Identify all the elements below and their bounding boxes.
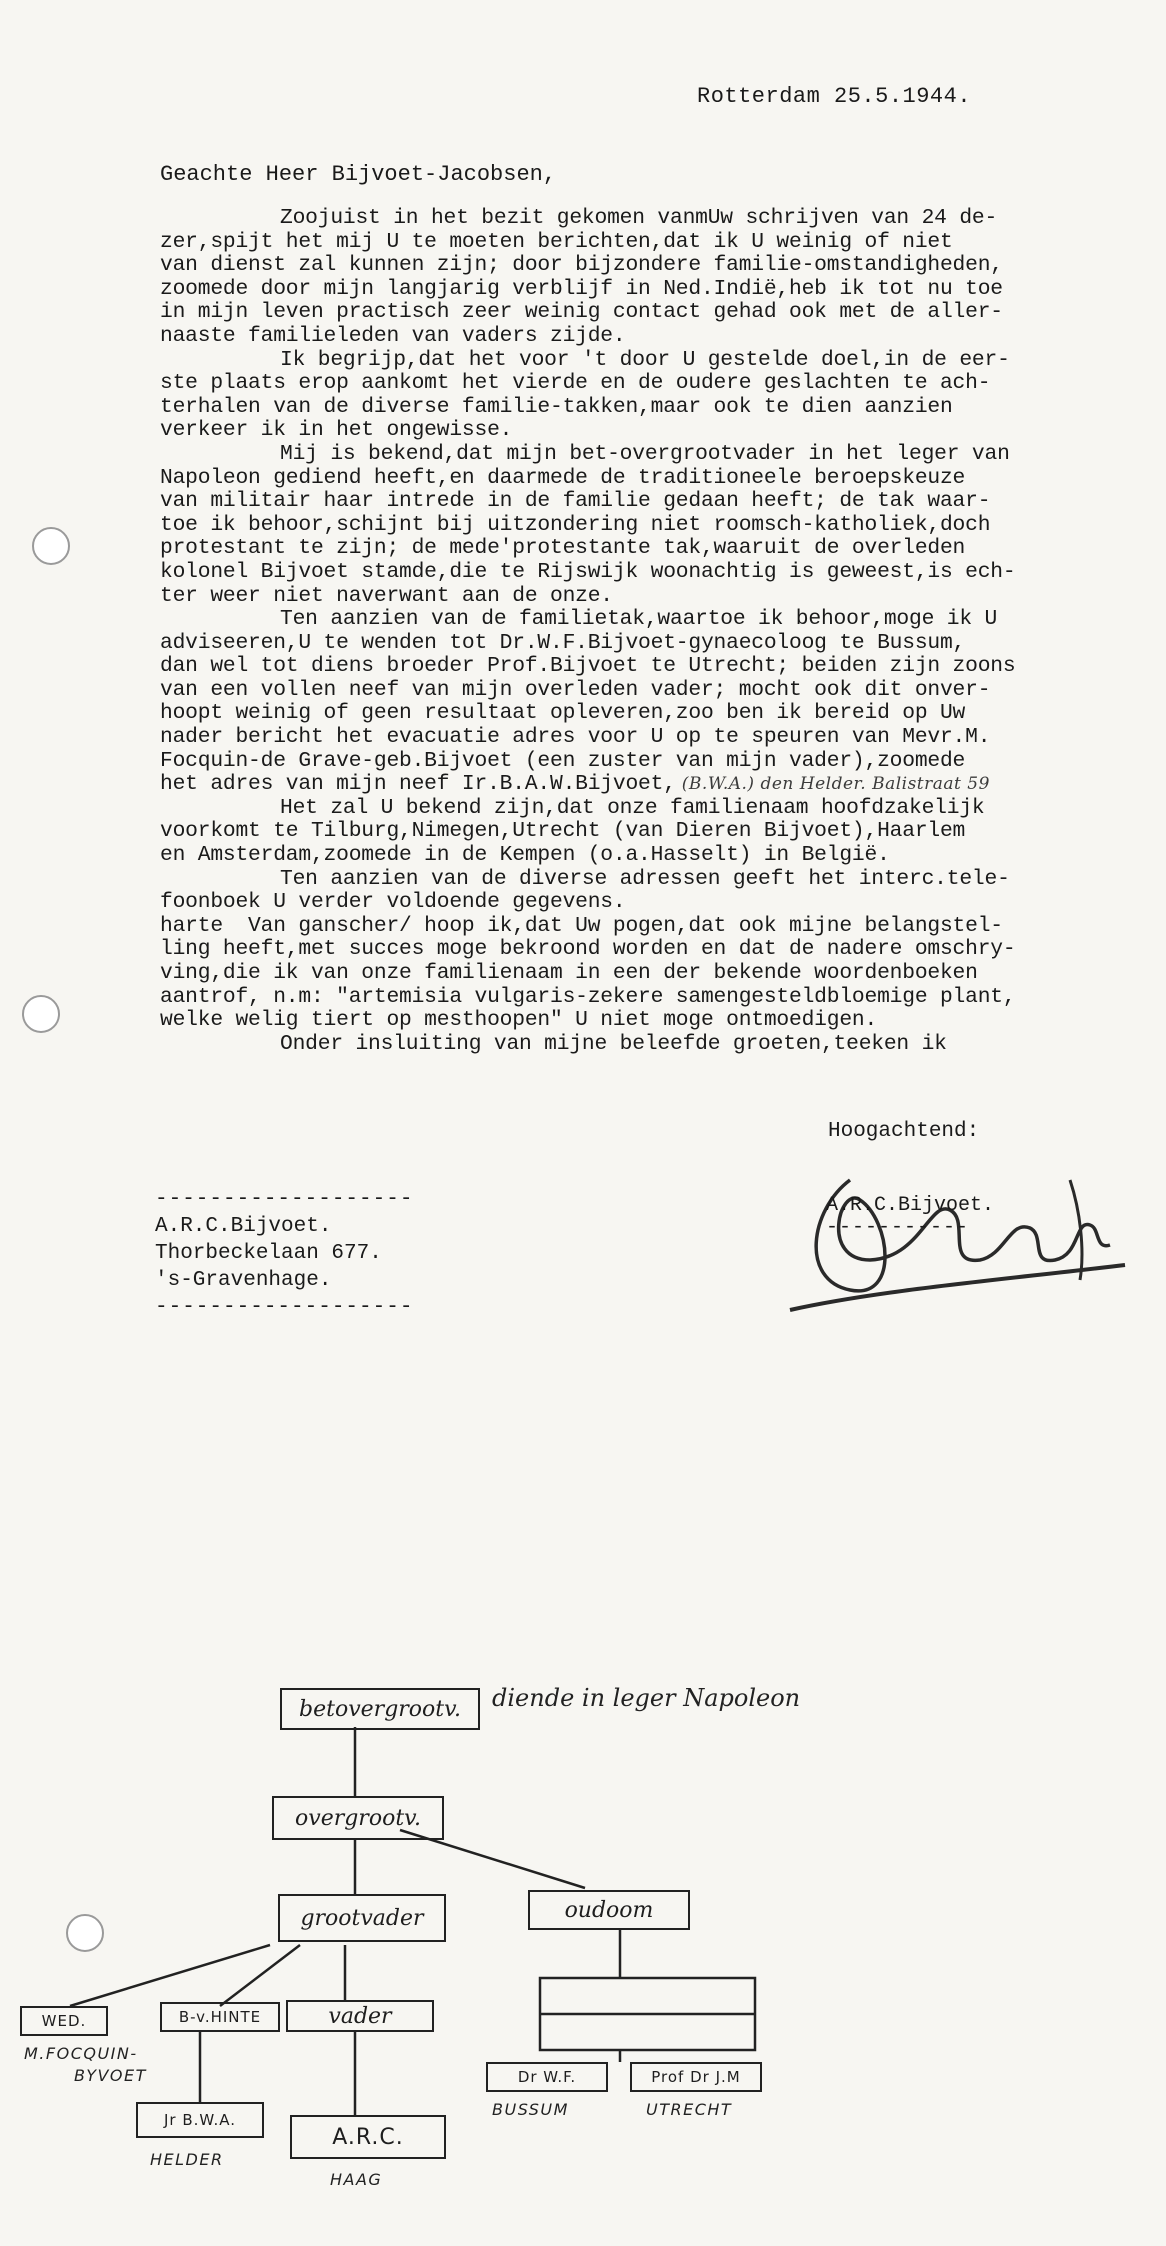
salutation: Geachte Heer Bijvoet-Jacobsen, [160, 162, 557, 187]
letter-body [160, 207, 1160, 1056]
node-dr-wf: Dr W.F. [486, 2062, 608, 2092]
letter-line: verkeer ik in het ongewisse. [160, 418, 513, 443]
letter-paragraph [160, 1033, 1160, 1057]
letter-line: en Amsterdam,zoomede in de Kempen (o.a.Hasselt) in België. [160, 843, 890, 868]
signature-rule: ----------- [826, 1216, 970, 1239]
letter-line: het adres van mijn neef Ir.B.A.W.Bijvoet, [160, 772, 676, 797]
letter-line: Ik begrijp,dat het voor 't door U gestelde doel,in de eer- [280, 347, 1010, 372]
letter-line: voorkomt te Tilburg,Nimegen,Utrecht (van Dieren Bijvoet),Haarlem [160, 819, 966, 844]
punch-hole-middle [22, 995, 60, 1033]
handwritten-insert: (B.W.A.) den Helder. Balistraat 59 [681, 774, 990, 795]
letter-line: hoopt weinig of geen resultaat opleveren,zoo ben ik bereid op Uw [160, 701, 966, 726]
letter-line: welke welig tiert op mesthoopen" U niet moge ontmoedigen. [160, 1008, 878, 1033]
letter-line: nader bericht het evacuatie adres voor U op te speuren van Mevr.M. [160, 725, 991, 750]
letter-line: van militair haar intrede in de familie gedaan heeft; de tak waar- [160, 489, 991, 514]
label-focquin: M.FOCQUIN- [24, 2044, 138, 2063]
letter-line: in mijn leven practisch zeer weinig contact gehad ook met de aller- [160, 300, 1003, 325]
sender-rule-top: ------------------- [155, 1188, 414, 1211]
letter-line: Focquin-de Grave-geb.Bijvoet (een zuster van mijn vader),zoomede [160, 748, 966, 773]
letter-line: terhalen van de diverse familie-takken,maar ook te dien aanzien [160, 394, 953, 419]
node-wed: WED. [20, 2006, 108, 2036]
label-utrecht: UTRECHT [646, 2100, 733, 2119]
letter-line-with-insert [160, 773, 1160, 797]
letter-line: zoomede door mijn langjarig verblijf in Ned.Indië,heb ik tot nu toe [160, 276, 1003, 301]
node-b-v-hinte: B-v.HINTE [160, 2002, 280, 2032]
letter-line: Ten aanzien van de familietak,waartoe ik behoor,moge ik U [280, 607, 998, 632]
letter-line: zer,spijt het mij U te moeten berichten,dat ik U weinig of niet [160, 229, 953, 254]
node-grootvader: grootvader [278, 1894, 446, 1942]
node-jr-bwa: Jr B.W.A. [136, 2102, 264, 2138]
letter-paragraph [160, 443, 1160, 608]
node-arc: A.R.C. [290, 2115, 446, 2159]
sender-rule-bottom: ------------------- [155, 1296, 414, 1319]
letter-line: Napoleon gediend heeft,en daarmede de traditioneele beroepskeuze [160, 465, 966, 490]
label-focquin-2: BYVOET [74, 2066, 147, 2085]
letter-line: protestant te zijn; de mede'protestante tak,waaruit de overleden [160, 536, 966, 561]
letter-line: ter weer niet naverwant aan de onze. [160, 583, 613, 608]
letter-paragraph [160, 207, 1160, 349]
letter-paragraph [160, 797, 1160, 868]
letter-line: foonboek U verder voldoende gegevens. [160, 890, 626, 915]
label-bussum: BUSSUM [492, 2100, 569, 2119]
closing-text: Hoogachtend: [828, 1120, 980, 1143]
label-helder: HELDER [150, 2150, 224, 2169]
sender-street: Thorbeckelaan 677. [155, 1242, 382, 1265]
letter-paragraph [160, 915, 1160, 1033]
sender-name: A.R.C.Bijvoet. [155, 1215, 332, 1238]
letter-line: toe ik behoor,schijnt bij uitzondering niet roomsch-katholiek,doch [160, 512, 991, 537]
letter-line: ste plaats erop aankomt het vierde en de oudere geslachten te ach- [160, 371, 991, 396]
letter-line: van dienst zal kunnen zijn; door bijzondere familie-omstandigheden, [160, 253, 1003, 278]
letter-line: dan wel tot diens broeder Prof.Bijvoet te Utrecht; beiden zijn zoons [160, 654, 1016, 679]
letter-line: Onder insluiting van mijne beleefde groeten,teeken ik [280, 1031, 947, 1056]
family-tree-sketch [0, 1640, 1166, 2246]
letter-date: Rotterdam 25.5.1944. [697, 84, 972, 109]
node-overgrootvader: overgrootv. [272, 1796, 444, 1840]
letter-line: Het zal U bekend zijn,dat onze familienaam hoofdzakelijk [280, 795, 985, 820]
node-betovergrootvader: betovergrootv. [280, 1688, 480, 1730]
punch-hole-top [32, 527, 70, 565]
letter-line: aantrof, n.m: "artemisia vulgaris-zekere samengesteldbloemige plant, [160, 984, 1016, 1009]
letter-line: Mij is bekend,dat mijn bet-overgrootvader in het leger van [280, 441, 1010, 466]
letter-line: harte Van ganscher/ hoop ik,dat Uw pogen,dat ook mijne belangstel- [160, 913, 1003, 938]
letter-line: Ten aanzien van de diverse adressen geeft het interc.tele- [280, 866, 1010, 891]
letter-line: ling heeft,met succes moge bekroond worden en dat de nadere omschry- [160, 937, 1016, 962]
letter-line: ving,die ik van onze familienaam in een der bekende woordenboeken [160, 961, 978, 985]
napoleon-note: diende in leger Napoleon [492, 1684, 801, 1712]
letter-paragraph [160, 868, 1160, 915]
label-haag: HAAG [330, 2170, 383, 2189]
letter-line: naaste familieleden van vaders zijde. [160, 323, 626, 348]
signature-typed-name: A.R.C.Bijvoet. [826, 1194, 995, 1217]
letter-line: kolonel Bijvoet stamde,die te Rijswijk woonachtig is geweest,is ech- [160, 559, 1016, 584]
sender-city: 's-Gravenhage. [155, 1269, 332, 1292]
letter-line: adviseeren,U te wenden tot Dr.W.F.Bijvoet-gynaecoloog te Bussum, [160, 630, 966, 655]
node-oudoom: oudoom [528, 1890, 690, 1930]
letter-line: Zoojuist in het bezit gekomen vanmUw schrijven van 24 de- [280, 206, 998, 230]
letter-line: van een vollen neef van mijn overleden vader; mocht ook dit onver- [160, 677, 991, 702]
node-vader: vader [286, 2000, 434, 2032]
letter-paragraph [160, 349, 1160, 443]
letter-paragraph [160, 608, 1160, 797]
sender-block [155, 1186, 413, 1321]
node-prof-dr-jm: Prof Dr J.M [630, 2062, 762, 2092]
